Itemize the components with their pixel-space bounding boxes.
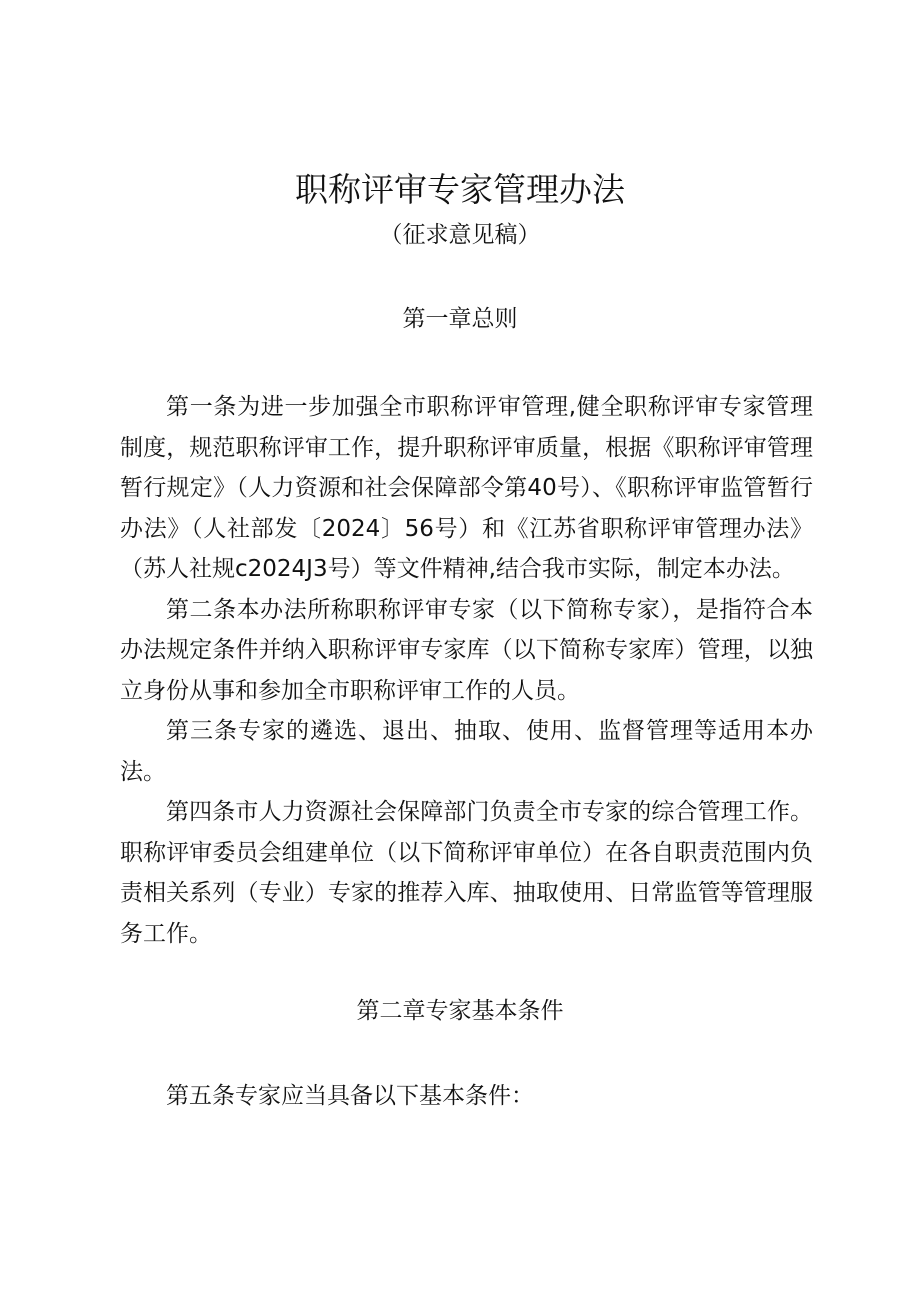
chapter-body — [120, 1076, 813, 1117]
article-paragraph: 第二条本办法所称职称评审专家（以下简称专家），是指符合本办法规定条件并纳入职称评审专家库（以下简称专家库）管理，以独立身份从事和参加全市职称评审工作的人员。 — [120, 596, 813, 704]
article-paragraph: 第一条为进一步加强全市职称评审管理,健全职称评审专家管理制度，规范职称评审工作，提升职称评审质量，根据《职称评审管理暂行规定》（人力资源和社会保障部令第40号）、《职称评审监管暂行办法》（人社部发〔2024〕56号）和《江苏省职称评审管理办法》（苏人社规c2024J3号）等文件精神,结合我市实际，制定本办法。 — [120, 394, 813, 582]
article-paragraph: 第四条市人力资源社会保障部门负责全市专家的综合管理工作。职称评审委员会组建单位（以下简称评审单位）在各自职责范围内负责相关系列（专业）专家的推荐入库、抽取使用、日常监管等管理服务工作。 — [120, 799, 813, 947]
article-paragraph: 第五条专家应当具备以下基本条件： — [166, 1083, 534, 1109]
document-title: 职称评审专家管理办法 — [295, 170, 625, 209]
chapter-heading: 第一章总则 — [402, 306, 518, 332]
chapter-body — [120, 387, 813, 954]
article-paragraph: 第三条专家的遴选、退出、抽取、使用、监督管理等适用本办法。 — [120, 718, 813, 785]
document-subtitle: （征求意见稿） — [379, 222, 541, 248]
chapter-heading: 第二章专家基本条件 — [356, 998, 564, 1024]
